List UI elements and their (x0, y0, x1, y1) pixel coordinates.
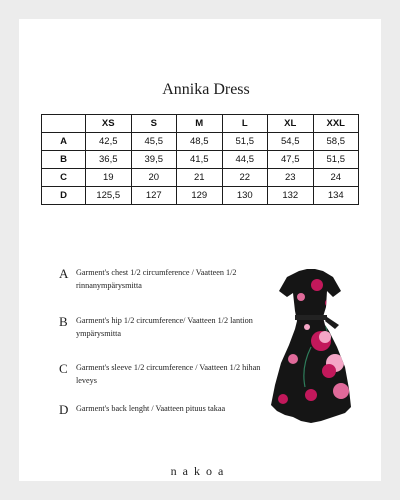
table-cell: 24 (313, 169, 359, 187)
table-cell: 58,5 (313, 133, 359, 151)
table-cell: 129 (177, 187, 223, 205)
table-cell: 20 (131, 169, 177, 187)
legend-description: Garment's back lenght / Vaatteen pituus takaa (76, 404, 226, 413)
table-cell: 127 (131, 187, 177, 205)
table-row-label: A (42, 133, 86, 151)
table-header-cell (42, 115, 86, 133)
table-cell: 19 (86, 169, 132, 187)
table-row (42, 151, 359, 169)
table-row-label: B (42, 151, 86, 169)
page-title: Annika Dress (162, 81, 250, 98)
table-cell: 48,5 (177, 133, 223, 151)
table-row (42, 187, 359, 205)
table-header-cell: L (222, 115, 268, 133)
table-header-cell: M (177, 115, 223, 133)
table-cell: 125,5 (86, 187, 132, 205)
table-cell: 21 (177, 169, 223, 187)
table-cell: 44,5 (222, 151, 268, 169)
table-cell: 51,5 (313, 151, 359, 169)
table-cell: 130 (222, 187, 268, 205)
table-cell: 132 (268, 187, 314, 205)
dress-waist-tie (295, 315, 327, 320)
table-header-cell: S (131, 115, 177, 133)
legend-letter: C (59, 361, 68, 376)
brand-logo-text: nakoa (170, 464, 230, 478)
table-row (42, 169, 359, 187)
legend-letter: A (59, 266, 69, 281)
legend-description: Garment's chest 1/2 circumference / Vaatteen 1/2 rinnanympärysmitta (76, 268, 237, 290)
table-header-cell: XS (86, 115, 132, 133)
table-cell: 42,5 (86, 133, 132, 151)
dress-illustration (271, 267, 351, 423)
table-cell: 134 (313, 187, 359, 205)
table-cell: 54,5 (268, 133, 314, 151)
table-row-label: C (42, 169, 86, 187)
table-cell: 41,5 (177, 151, 223, 169)
table-header-cell: XXL (313, 115, 359, 133)
dress-tie-ribbon (325, 317, 339, 329)
table-cell: 45,5 (131, 133, 177, 151)
table-cell: 39,5 (131, 151, 177, 169)
table-cell: 51,5 (222, 133, 268, 151)
legend-description: Garment's hip 1/2 circumference/ Vaatteen 1/2 lantion ympärysmitta (76, 316, 253, 338)
table-cell: 47,5 (268, 151, 314, 169)
table-row-label: D (42, 187, 86, 205)
size-chart-card (19, 19, 381, 481)
table-cell: 22 (222, 169, 268, 187)
table-cell: 36,5 (86, 151, 132, 169)
legend-letter: B (59, 314, 68, 329)
legend-letter: D (59, 402, 69, 417)
table-header-row (42, 115, 359, 133)
table-header-cell: XL (268, 115, 314, 133)
table-cell: 23 (268, 169, 314, 187)
table-row (42, 133, 359, 151)
legend-description: Garment's sleeve 1/2 circumference / Vaatteen 1/2 hihan leveys (76, 363, 261, 385)
size-table (41, 114, 359, 205)
